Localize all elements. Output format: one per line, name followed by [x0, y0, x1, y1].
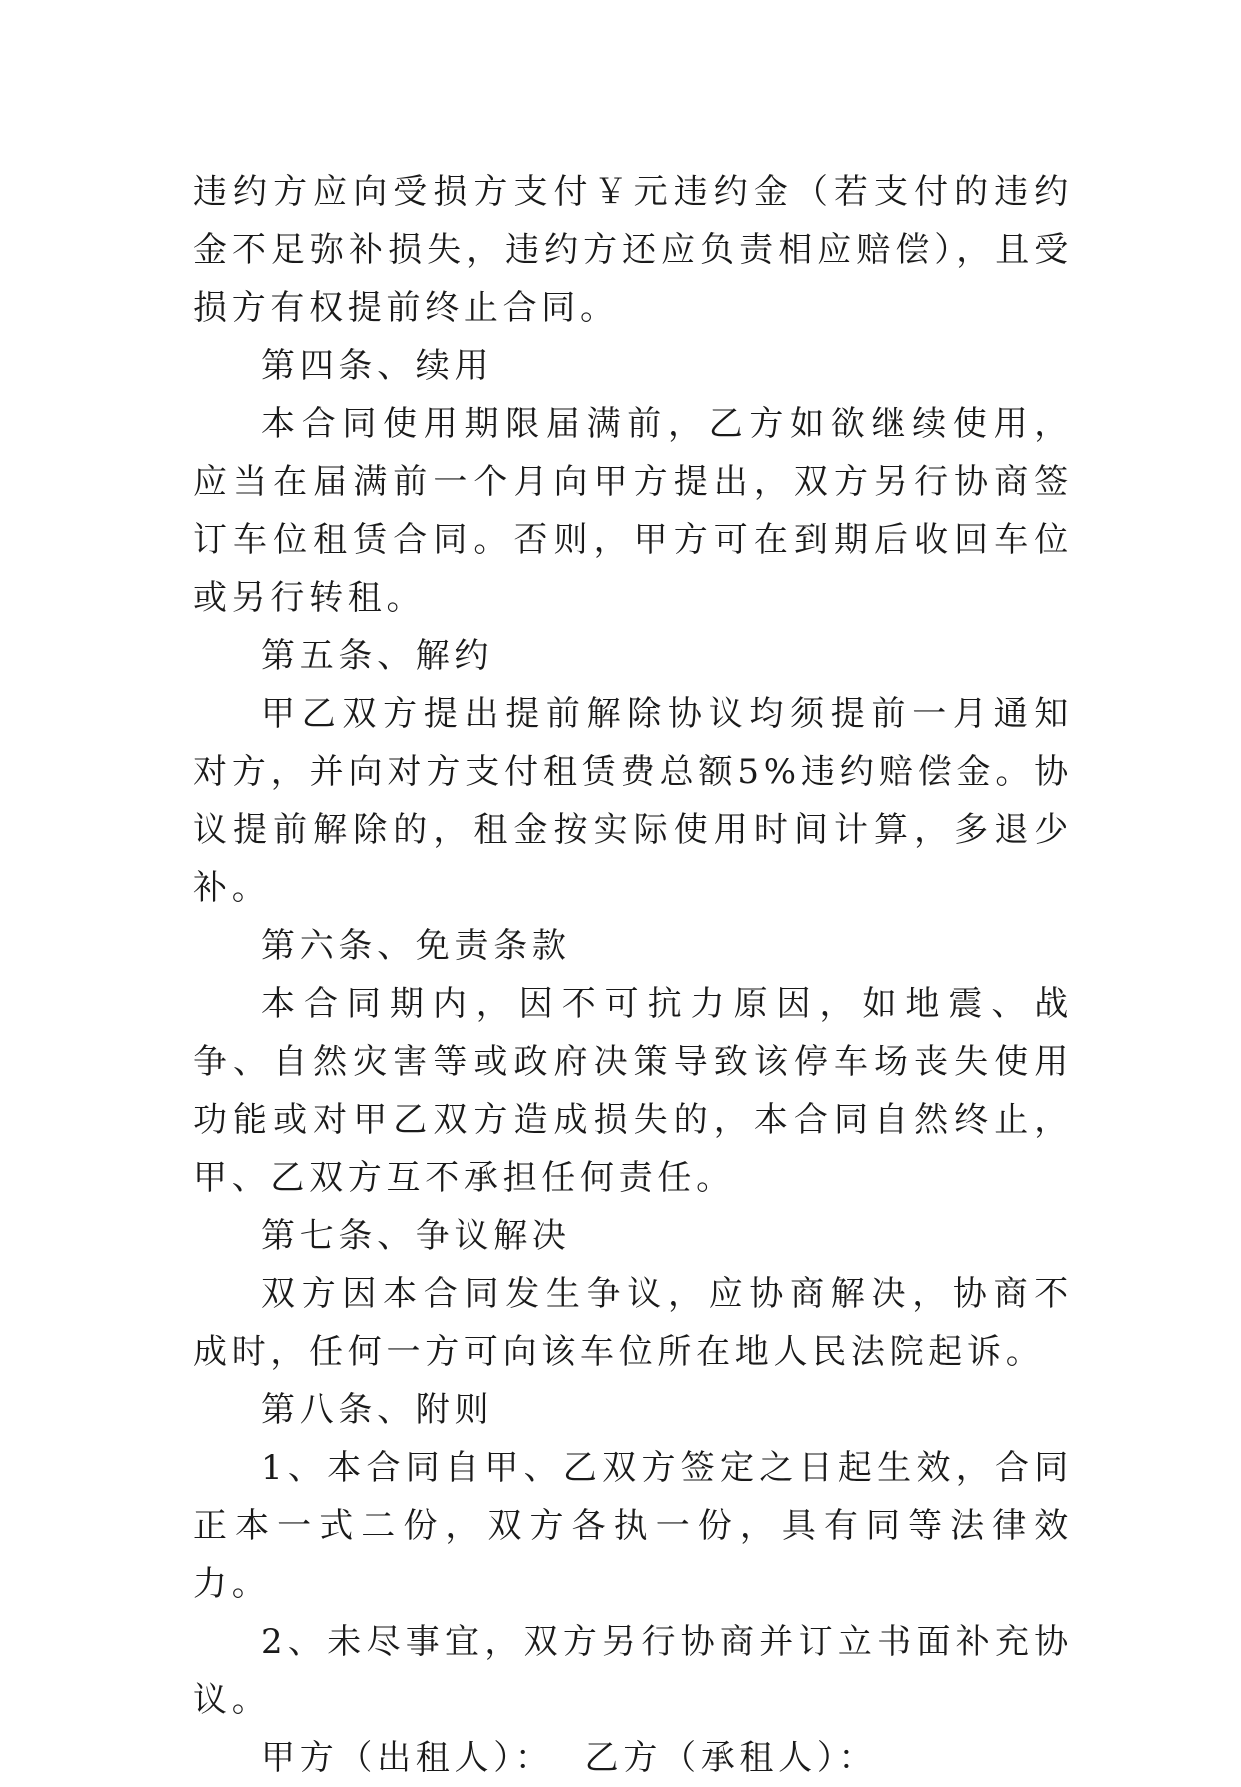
document-body: [193, 163, 1073, 1787]
party-b-signature-label: 乙方（承租人）：: [584, 1738, 878, 1778]
heading-article-4: 第四条、续用: [261, 346, 494, 386]
paragraph-supplementary-1: 1、本合同自甲、乙双方签定之日起生效，合同正本一式二份，双方各执一份，具有同等法律效力。: [193, 1448, 1073, 1604]
heading-article-6: 第六条、免责条款: [261, 926, 571, 966]
paragraph-renewal: 本合同使用期限届满前，乙方如欲继续使用，应当在届满前一个月向甲方提出，双方另行协商签订车位租赁合同。否则，甲方可在到期后收回车位或另行转租。: [193, 404, 1073, 618]
paragraph-dispute-resolution: 双方因本合同发生争议，应协商解决，协商不成时，任何一方可向该车位所在地人民法院起诉。: [193, 1274, 1073, 1372]
paragraph-force-majeure: 本合同期内，因不可抗力原因，如地震、战争、自然灾害等或政府决策导致该停车场丧失使用功能或对甲乙双方造成损失的，本合同自然终止，甲、乙双方互不承担任何责任。: [193, 984, 1073, 1198]
paragraph-termination: 甲乙双方提出提前解除协议均须提前一月通知对方，并向对方支付租赁费总额5%违约赔偿金。协议提前解除的，租金按实际使用时间计算，多退少补。: [193, 694, 1073, 908]
party-a-signature-label: 甲方（出租人）：: [261, 1738, 554, 1778]
heading-article-5: 第五条、解约: [261, 636, 494, 676]
heading-article-7: 第七条、争议解决: [261, 1216, 571, 1256]
paragraph-penalty-continued: 违约方应向受损方支付￥元违约金（若支付的违约金不足弥补损失，违约方还应负责相应赔偿），且受损方有权提前终止合同。: [193, 172, 1073, 328]
paragraph-supplementary-2: 2、未尽事宜，双方另行协商并订立书面补充协议。: [193, 1622, 1073, 1720]
heading-article-8: 第八条、附则: [261, 1390, 494, 1430]
signature-line: [193, 1729, 1073, 1787]
